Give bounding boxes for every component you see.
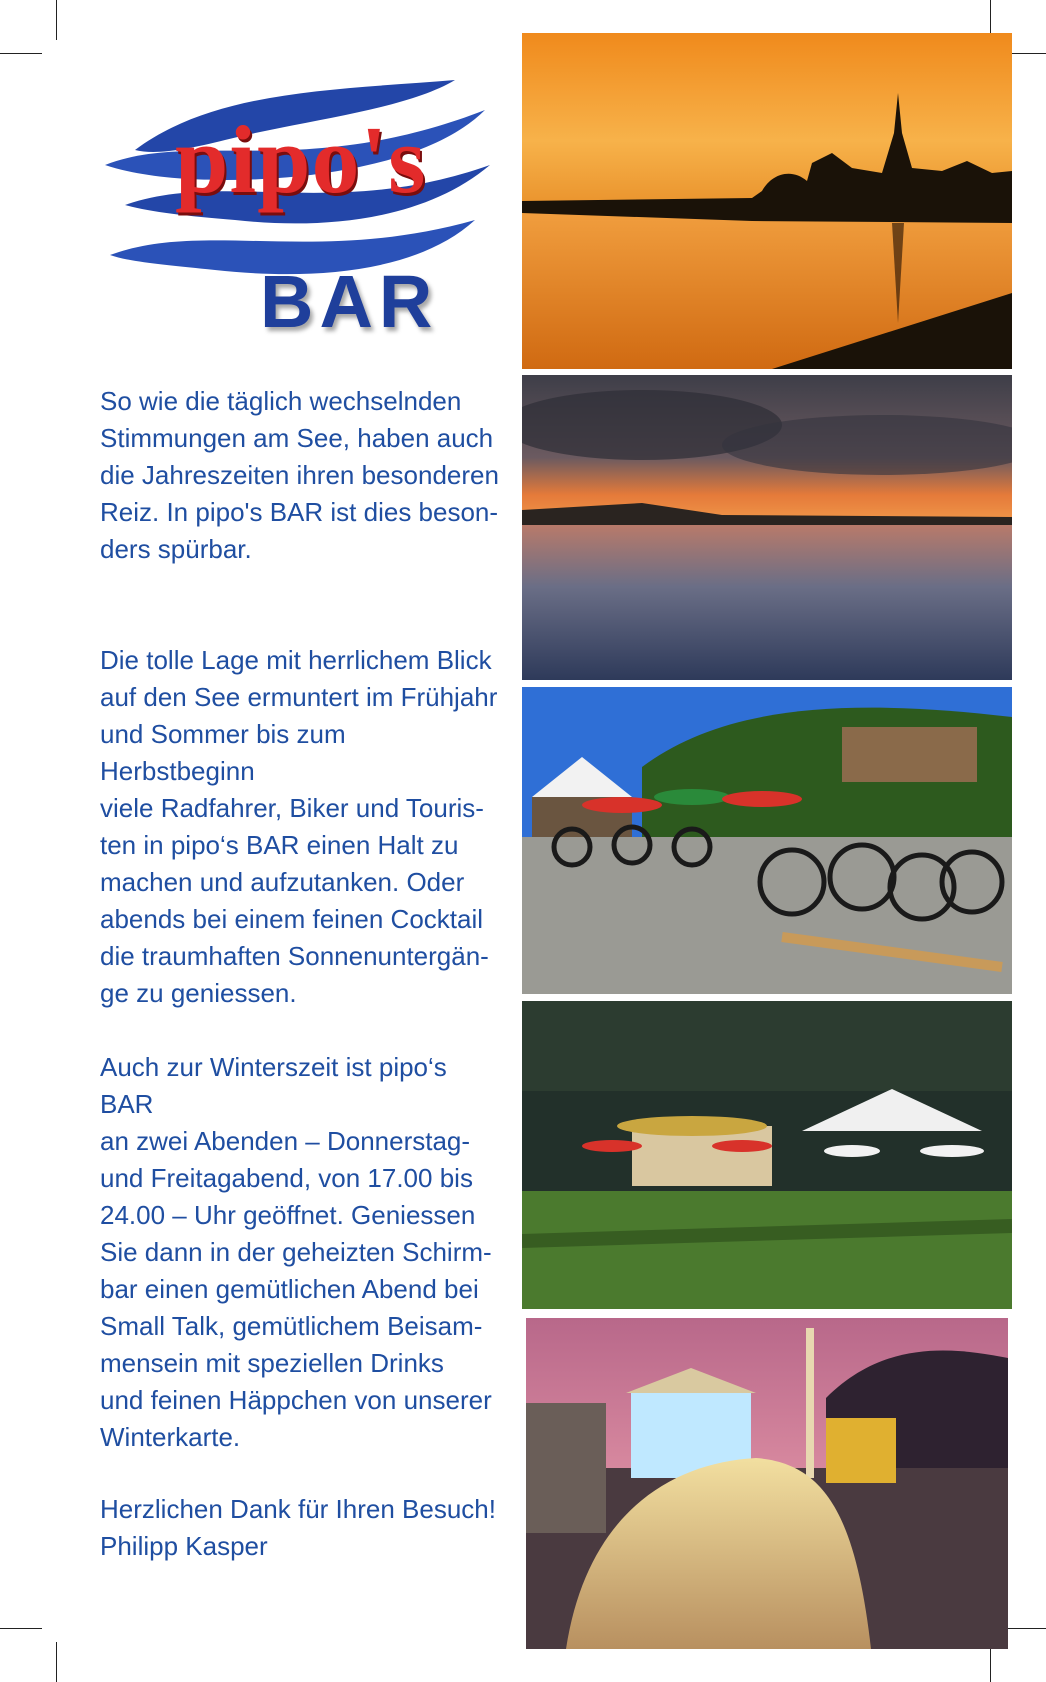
crop-mark xyxy=(1004,1628,1046,1629)
closing-signature: Philipp Kasper xyxy=(100,1531,268,1561)
paragraph-seasons: So wie die täglich wechselnden Stimmungen am See, haben auch die Jahreszeiten ihren besonderen Reiz. In pipo's BAR ist dies beson- ders spürbar. xyxy=(100,386,499,564)
photo-sunset-church xyxy=(522,33,1012,369)
crop-mark xyxy=(0,1628,42,1629)
photo-lake-clouds xyxy=(522,375,1012,680)
pipos-bar-logo xyxy=(105,70,495,343)
paragraph-location: Die tolle Lage mit herrlichem Blick auf den See ermuntert im Frühjahr und Sommer bis zum Herbstbeginn viele Radfahrer, Biker und Touris- ten in pipo‘s BAR einen Halt zu machen und aufzutanken. Oder abends bei einem feinen Cocktail die traumhaften Sonnenuntergän- ge zu geniessen. xyxy=(100,645,498,1008)
crop-mark xyxy=(56,0,57,40)
photo-bikes-tents xyxy=(522,687,1012,994)
paragraph-winter: Auch zur Winterszeit ist pipo‘s BAR an zwei Abenden – Donnerstag- und Freitagabend, von 17.00 bis 24.00 – Uhr geöffnet. Geniessen Sie dann in der geheizten Schirm- bar einen gemütlichen Abend bei Small Talk, gemütlichem Beisam- mensein mit speziellen Drinks und feinen Häppchen von unserer Winterkarte. xyxy=(100,1052,492,1452)
crop-mark xyxy=(0,53,42,54)
logo-sub: BAR xyxy=(260,260,439,343)
logo-name: pipo's xyxy=(175,106,427,213)
photo-snowy-night xyxy=(526,1318,1008,1649)
photo-evening-tents xyxy=(522,1001,1012,1309)
crop-mark xyxy=(56,1642,57,1682)
closing-thanks: Herzlichen Dank für Ihren Besuch! xyxy=(100,1494,496,1524)
